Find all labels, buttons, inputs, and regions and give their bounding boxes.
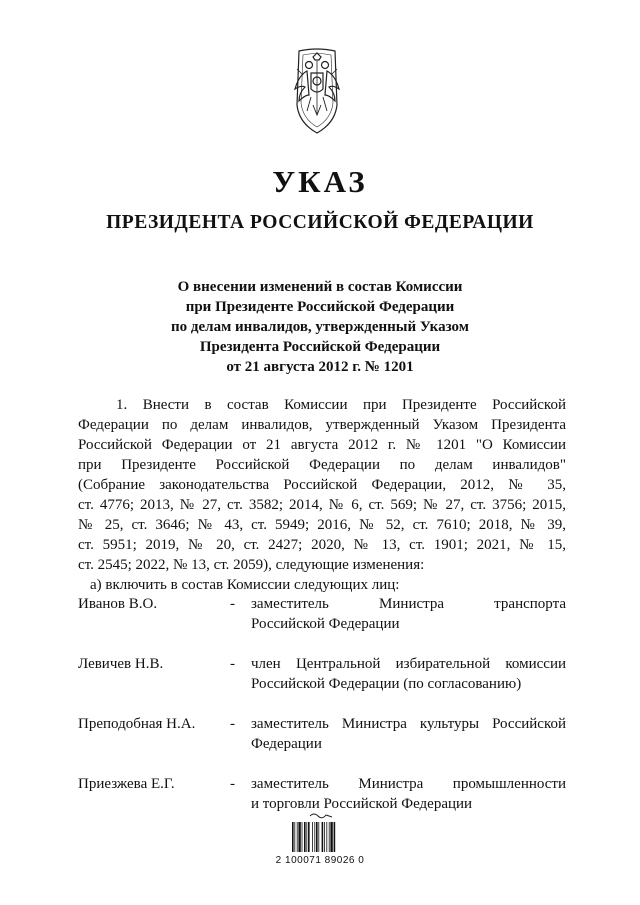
subject-line: О внесении изменений в состав Комиссии [177, 279, 463, 295]
member-role-line: заместитель Министра промышленности [251, 776, 566, 792]
member-row [78, 714, 566, 774]
barcode-number: 2 100071 89026 0 [275, 855, 365, 866]
body-line: при Президенте Российской Федерации по делам инвалидов" [78, 457, 566, 473]
barcode-bar [324, 822, 325, 852]
member-dash: - [230, 596, 235, 612]
body-line: № 25, ст. 3646; № 43, ст. 5949; 2016, № 52, ст. 7610; 2018, № 39, [78, 517, 566, 533]
members-list [78, 594, 566, 834]
decree-body [78, 395, 566, 595]
body-line: ст. 4776; 2013, № 27, ст. 3582; 2014, № 6, ст. 569; № 27, ст. 3756; 2015, [78, 497, 566, 513]
barcode-bar [326, 822, 327, 852]
barcode-bar [316, 822, 318, 852]
member-role [251, 774, 566, 814]
member-role-line: и торговли Российской Федерации [251, 796, 473, 812]
decree-title: УКАЗ [272, 164, 368, 199]
member-role-line: заместитель Министра транспорта [251, 596, 566, 612]
barcode-bar [334, 822, 336, 852]
member-role [251, 714, 566, 754]
barcode-bar [312, 822, 313, 852]
barcode-bar [304, 822, 306, 852]
barcode-bar [306, 822, 307, 852]
body-line: (Собрание законодательства Российской Федерации, 2012, № 35, [78, 477, 566, 493]
member-dash: - [230, 716, 235, 732]
decree-subtitle: ПРЕЗИДЕНТА РОССИЙСКОЙ ФЕДЕРАЦИИ [106, 212, 534, 233]
body-line: ст. 5951; 2019, № 20, ст. 2427; 2020, № 13, ст. 1901; 2021, № 15, [78, 537, 566, 553]
member-dash: - [230, 776, 235, 792]
barcode-bar [297, 822, 298, 852]
subject-line: по делам инвалидов, утвержденный Указом [171, 319, 469, 335]
barcode-icon [288, 812, 352, 856]
barcode-bar [298, 822, 300, 852]
body-line: Российской Федерации от 21 августа 2012 г. № 1201 "О Комиссии [78, 437, 566, 453]
russian-coat-of-arms-icon [277, 45, 357, 137]
barcode-bar [330, 822, 332, 852]
decree-subject [0, 277, 640, 377]
barcode-bar [318, 822, 319, 852]
member-name: Преподобная Н.А. [78, 716, 196, 732]
subject-line: Президента Российской Федерации [199, 339, 441, 355]
subject-line: при Президенте Российской Федерации [185, 299, 455, 315]
body-line: а) включить в состав Комиссии следующих лиц: [90, 577, 400, 593]
member-row [78, 654, 566, 714]
member-role-line: заместитель Министра культуры Российской [251, 716, 566, 732]
member-role-line: Федерации [251, 736, 322, 752]
subject-line: от 21 августа 2012 г. № 1201 [226, 359, 414, 375]
barcode-bars [292, 822, 335, 852]
barcode-bar [302, 822, 303, 852]
barcode-bar [294, 822, 295, 852]
member-dash: - [230, 656, 235, 672]
barcode-bar [329, 822, 330, 852]
member-role [251, 654, 566, 694]
member-row [78, 594, 566, 654]
member-name: Приезжева Е.Г. [78, 776, 175, 792]
barcode-bar [322, 822, 324, 852]
member-name: Иванов В.О. [78, 596, 158, 612]
body-line: Федерации по делам инвалидов, утвержденный Указом Президента [78, 417, 566, 433]
body-line: ст. 2545; 2022, № 13, ст. 2059), следующие изменения: [78, 557, 425, 573]
barcode-bar [308, 822, 310, 852]
barcode-bar [314, 822, 315, 852]
member-role-line: член Центральной избирательной комиссии [251, 656, 566, 672]
member-role-line: Российской Федерации (по согласованию) [251, 676, 522, 692]
member-role [251, 594, 566, 634]
member-name: Левичев Н.В. [78, 656, 164, 672]
member-role-line: Российской Федерации [251, 616, 400, 632]
body-line: 1. Внести в состав Комиссии при Президенте Российской [116, 397, 566, 413]
signature-mark [310, 814, 332, 818]
barcode-bar [292, 822, 294, 852]
